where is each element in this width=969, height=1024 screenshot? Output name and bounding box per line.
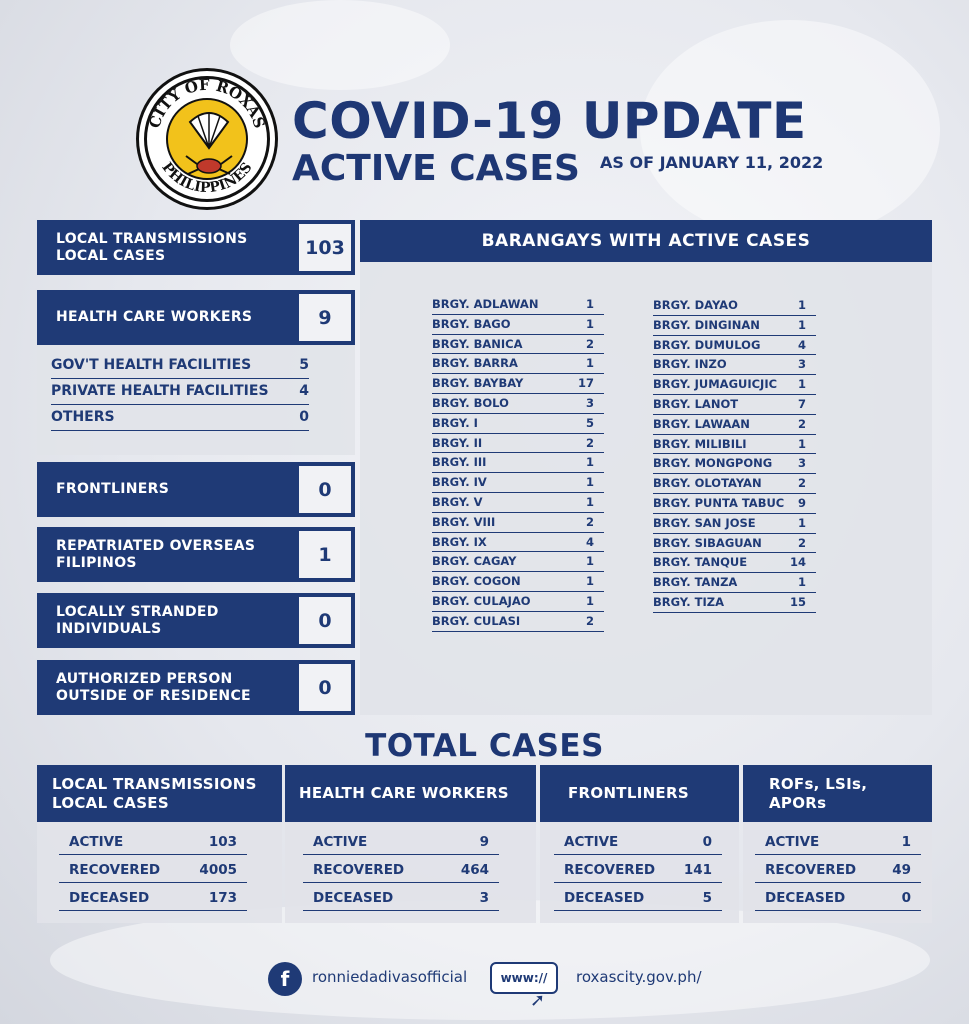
total-row-label: ACTIVE	[313, 834, 368, 850]
barangay-name: BRGY. BOLO	[432, 396, 509, 410]
barangay-count: 1	[585, 554, 594, 569]
barangay-count: 2	[797, 476, 806, 491]
category-count: 0	[299, 597, 351, 644]
barangay-name: BRGY. SIBAGUAN	[653, 535, 762, 550]
barangay-row	[432, 453, 604, 473]
total-column-body	[540, 822, 739, 923]
barangay-name: BRGY. DUMULOG	[653, 337, 761, 352]
total-column	[285, 765, 536, 923]
barangay-row	[653, 375, 816, 395]
category-local-transmissions	[37, 220, 355, 275]
category-label: AUTHORIZED PERSON OUTSIDE OF RESIDENCE	[56, 670, 251, 704]
total-row-value: 49	[892, 862, 911, 878]
total-column	[37, 765, 282, 923]
page-subtitle: ACTIVE CASES	[292, 148, 580, 189]
total-row	[303, 828, 499, 855]
total-row-value: 5	[702, 890, 712, 906]
total-row-label: RECOVERED	[765, 862, 857, 878]
barangay-row	[432, 315, 604, 335]
total-row	[554, 884, 722, 911]
barangay-row	[653, 514, 816, 534]
barangay-name: BRGY. ADLAWAN	[432, 297, 539, 311]
barangay-row	[432, 335, 604, 355]
barangay-name: BRGY. VIII	[432, 514, 496, 529]
barangay-name: BRGY. OLOTAYAN	[653, 476, 762, 491]
barangay-count: 1	[585, 475, 594, 490]
total-row	[554, 856, 722, 883]
barangay-name: BRGY. CULASI	[432, 613, 521, 628]
breakdown-label: PRIVATE HEALTH FACILITIES	[51, 383, 269, 399]
barangay-count: 4	[797, 337, 806, 352]
total-row-label: RECOVERED	[313, 862, 405, 878]
barangay-name: BRGY. BAGO	[432, 316, 511, 331]
barangay-row	[432, 434, 604, 454]
category-count: 1	[299, 531, 351, 578]
total-row-value: 1	[901, 834, 911, 850]
barangay-count: 1	[797, 377, 806, 392]
total-row-label: DECEASED	[69, 890, 150, 906]
barangay-count: 1	[585, 297, 594, 311]
barangay-count: 1	[585, 316, 594, 331]
total-column-heading: LOCAL TRANSMISSIONS LOCAL CASES	[37, 765, 282, 822]
total-row	[59, 828, 247, 855]
barangay-row	[432, 533, 604, 553]
breakdown-row	[51, 405, 309, 431]
barangay-count: 2	[797, 535, 806, 550]
barangay-count: 1	[585, 455, 594, 470]
barangay-row	[432, 473, 604, 493]
category-repatriated-ofw	[37, 527, 355, 582]
barangay-row	[653, 395, 816, 415]
barangay-count: 1	[797, 575, 806, 590]
barangay-count: 17	[577, 376, 594, 391]
category-label: HEALTH CARE WORKERS	[56, 309, 253, 325]
cursor-icon: ➚	[530, 990, 546, 1011]
barangay-name: BRGY. V	[432, 495, 483, 509]
total-row	[303, 884, 499, 911]
svg-text:PHILIPPINES: PHILIPPINES	[158, 159, 256, 197]
category-count: 9	[299, 294, 351, 341]
total-row	[755, 828, 921, 855]
barangay-row	[432, 572, 604, 592]
breakdown-row	[51, 379, 309, 405]
total-row	[59, 884, 247, 911]
barangay-name: BRGY. LANOT	[653, 397, 739, 411]
category-frontliners	[37, 462, 355, 517]
total-row-label: ACTIVE	[564, 834, 619, 850]
barangay-count: 2	[585, 613, 594, 628]
total-row	[303, 856, 499, 883]
barangay-name: BRGY. LAWAAN	[653, 416, 750, 431]
barangay-row	[432, 612, 604, 632]
category-locally-stranded	[37, 593, 355, 648]
barangay-list-panel	[360, 262, 932, 715]
barangay-heading: BARANGAYS WITH ACTIVE CASES	[360, 220, 932, 262]
barangay-count: 15	[789, 595, 806, 609]
barangay-row	[653, 296, 816, 316]
total-row	[755, 856, 921, 883]
barangay-count: 7	[797, 397, 806, 411]
category-count: 0	[299, 466, 351, 513]
barangay-count: 3	[585, 396, 594, 410]
seal-lettering	[136, 68, 278, 210]
barangay-row	[653, 534, 816, 554]
svg-text:CITY OF ROXAS: CITY OF ROXAS	[145, 75, 269, 131]
website-url: roxascity.gov.ph/	[576, 968, 702, 986]
barangay-row	[653, 355, 816, 375]
total-row-value: 9	[479, 834, 489, 850]
barangay-name: BRGY. MONGPONG	[653, 456, 773, 471]
report-date: AS OF JANUARY 11, 2022	[600, 153, 824, 172]
category-label: FRONTLINERS	[56, 481, 170, 497]
barangay-name: BRGY. I	[432, 415, 478, 430]
total-row-value: 103	[208, 834, 237, 850]
barangay-name: BRGY. JUMAGUICJIC	[653, 377, 778, 392]
barangay-count: 1	[585, 495, 594, 509]
barangay-count: 5	[585, 415, 594, 430]
total-column-body	[285, 822, 536, 923]
barangay-name: BRGY. TANQUE	[653, 555, 748, 570]
barangay-count: 3	[797, 456, 806, 471]
city-seal-logo	[136, 68, 278, 210]
barangay-count: 14	[789, 555, 806, 570]
barangay-count: 1	[797, 298, 806, 312]
total-row-label: RECOVERED	[564, 862, 656, 878]
page-title: COVID-19 UPDATE	[292, 92, 807, 150]
total-column	[743, 765, 932, 923]
barangay-count: 2	[585, 514, 594, 529]
barangay-name: BRGY. III	[432, 455, 487, 470]
total-row	[59, 856, 247, 883]
total-row-label: DECEASED	[564, 890, 645, 906]
barangay-name: BRGY. CAGAY	[432, 554, 517, 569]
barangay-name: BRGY. INZO	[653, 357, 727, 372]
barangay-count: 3	[797, 357, 806, 372]
barangay-count: 9	[797, 496, 806, 510]
barangay-row	[432, 354, 604, 374]
barangay-row	[653, 593, 816, 613]
barangay-count: 1	[797, 436, 806, 451]
barangay-name: BRGY. CULAJAO	[432, 594, 531, 608]
total-column-body	[743, 822, 932, 923]
total-cases-title: TOTAL CASES	[365, 728, 604, 764]
breakdown-value: 5	[299, 357, 309, 373]
barangay-name: BRGY. COGON	[432, 574, 521, 589]
barangay-name: BRGY. BAYBAY	[432, 376, 524, 391]
total-row	[755, 884, 921, 911]
barangay-name: BRGY. BARRA	[432, 356, 518, 371]
total-row	[554, 828, 722, 855]
barangay-name: BRGY. TIZA	[653, 595, 724, 609]
category-health-care-workers	[37, 290, 355, 345]
total-column-heading: FRONTLINERS	[540, 765, 739, 822]
barangay-row	[653, 573, 816, 593]
breakdown-row	[51, 353, 309, 379]
barangay-count: 1	[797, 317, 806, 332]
barangay-count: 1	[585, 594, 594, 608]
category-label: LOCALLY STRANDED INDIVIDUALS	[56, 603, 219, 637]
total-column-body	[37, 822, 282, 923]
barangay-row	[653, 435, 816, 455]
barangay-row	[432, 592, 604, 612]
barangay-row	[653, 336, 816, 356]
facebook-handle: ronniedadivasofficial	[312, 968, 468, 986]
total-row-label: ACTIVE	[69, 834, 124, 850]
barangay-row	[653, 474, 816, 494]
breakdown-value: 4	[299, 383, 309, 399]
barangay-row	[432, 414, 604, 434]
total-row-value: 0	[702, 834, 712, 850]
category-count: 103	[299, 224, 351, 271]
total-column	[540, 765, 739, 923]
barangay-name: BRGY. MILIBILI	[653, 436, 747, 451]
breakdown-value: 0	[299, 409, 309, 425]
category-apor	[37, 660, 355, 715]
category-label: REPATRIATED OVERSEAS FILIPINOS	[56, 537, 256, 571]
barangay-row	[432, 374, 604, 394]
total-row-value: 0	[901, 890, 911, 906]
barangay-name: BRGY. PUNTA TABUC	[653, 496, 785, 510]
facebook-icon: f	[268, 962, 302, 996]
barangay-name: BRGY. SAN JOSE	[653, 515, 756, 530]
category-count: 0	[299, 664, 351, 711]
barangay-row	[432, 552, 604, 572]
total-row-label: DECEASED	[765, 890, 846, 906]
breakdown-label: GOV'T HEALTH FACILITIES	[51, 357, 252, 373]
total-row-label: RECOVERED	[69, 862, 161, 878]
barangay-count: 1	[797, 515, 806, 530]
barangay-name: BRGY. II	[432, 435, 483, 450]
total-row-value: 141	[683, 862, 712, 878]
barangay-name: BRGY. TANZA	[653, 575, 738, 590]
total-row-label: DECEASED	[313, 890, 394, 906]
barangay-name: BRGY. BANICA	[432, 336, 523, 351]
total-row-value: 464	[460, 862, 489, 878]
barangay-row	[432, 295, 604, 315]
barangay-row	[432, 493, 604, 513]
health-facility-breakdown	[37, 345, 355, 455]
barangay-count: 2	[585, 435, 594, 450]
total-column-heading: ROFs, LSIs, APORs	[743, 765, 932, 822]
barangay-row	[432, 513, 604, 533]
barangay-row	[653, 454, 816, 474]
total-column-heading: HEALTH CARE WORKERS	[285, 765, 536, 822]
barangay-count: 2	[797, 416, 806, 431]
category-label: LOCAL TRANSMISSIONS LOCAL CASES	[56, 230, 248, 264]
barangay-row	[653, 553, 816, 573]
barangay-row	[653, 415, 816, 435]
barangay-count: 1	[585, 356, 594, 371]
web-icon: www://	[490, 962, 558, 994]
barangay-row	[432, 394, 604, 414]
total-row-value: 3	[479, 890, 489, 906]
barangay-row	[653, 316, 816, 336]
total-row-value: 173	[208, 890, 237, 906]
barangay-count: 4	[585, 534, 594, 549]
breakdown-label: OTHERS	[51, 409, 115, 425]
barangay-row	[653, 494, 816, 514]
barangay-name: BRGY. IV	[432, 475, 487, 490]
barangay-count: 2	[585, 336, 594, 351]
total-row-value: 4005	[199, 862, 237, 878]
barangay-name: BRGY. IX	[432, 534, 487, 549]
barangay-name: BRGY. DAYAO	[653, 298, 738, 312]
barangay-count: 1	[585, 574, 594, 589]
total-row-label: ACTIVE	[765, 834, 820, 850]
barangay-name: BRGY. DINGINAN	[653, 317, 760, 332]
